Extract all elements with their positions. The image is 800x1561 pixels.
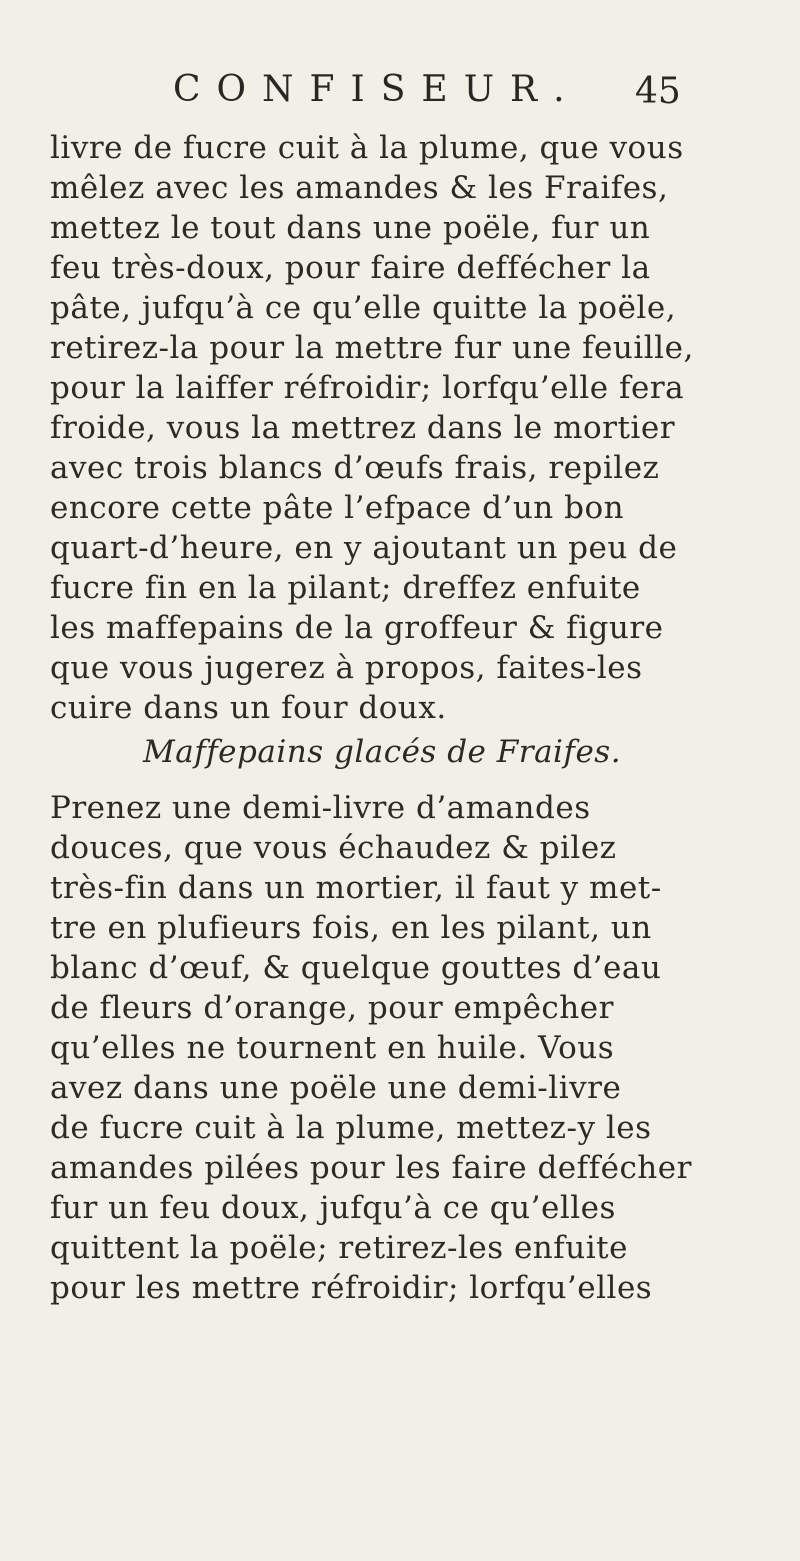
text-line: de fucre cuit à la plume, mettez-y les (50, 1110, 652, 1146)
text-line: quart-d’heure, en y ajoutant un peu de (50, 530, 678, 566)
text-line: mêlez avec les amandes & les Fraifes, (50, 170, 669, 206)
page-header (173, 69, 693, 120)
text-line: encore cette pâte l’efpace d’un bon (50, 490, 625, 526)
text-line: froide, vous la mettrez dans le mortier (50, 410, 676, 446)
text-line: douces, que vous échaudez & pilez (50, 830, 617, 866)
text-line: quittent la poële; retirez-les enfuite (50, 1230, 628, 1266)
text-line: blanc d’œuf, & quelque gouttes d’eau (50, 950, 662, 986)
text-line: de fleurs d’orange, pour empêcher (50, 990, 614, 1026)
text-line: cuire dans un four doux. (50, 690, 447, 726)
text-line: très-fin dans un mortier, il faut y met- (50, 870, 662, 906)
text-line: les maffepains de la groffeur & figure (50, 610, 664, 646)
page-number: 45 (635, 71, 681, 112)
text-line: retirez-la pour la mettre fur une feuille, (50, 330, 694, 366)
text-line: pâte, jufqu’à ce qu’elle quitte la poële, (50, 290, 677, 326)
section-heading: Maffepains glacés de Fraifes. (143, 734, 622, 770)
text-line: pour la laiffer réfroidir; lorfqu’elle fera (50, 370, 685, 406)
text-line: Prenez une demi-livre d’amandes (50, 790, 591, 826)
text-line: amandes pilées pour les faire deffécher (50, 1150, 692, 1186)
paragraph-2 (50, 788, 790, 1308)
text-line: avec trois blancs d’œufs frais, repilez (50, 450, 660, 486)
running-head: CONFISEUR. (173, 69, 581, 110)
text-line: qu’elles ne tournent en huile. Vous (50, 1030, 615, 1066)
text-line: que vous jugerez à propos, faites-les (50, 650, 643, 686)
text-line: fucre fin en la pilant; dreffez enfuite (50, 570, 641, 606)
text-line: pour les mettre réfroidir; lorfqu’elles (50, 1270, 653, 1306)
text-line: avez dans une poële une demi-livre (50, 1070, 622, 1106)
paragraph-1 (50, 128, 790, 728)
text-line: mettez le tout dans une poële, fur un (50, 210, 651, 246)
text-line: livre de fucre cuit à la plume, que vous (50, 130, 684, 166)
text-line: tre en plufieurs fois, en les pilant, un (50, 910, 652, 946)
text-line: feu très-doux, pour faire deffécher la (50, 250, 651, 286)
text-line: fur un feu doux, jufqu’à ce qu’elles (50, 1190, 616, 1226)
